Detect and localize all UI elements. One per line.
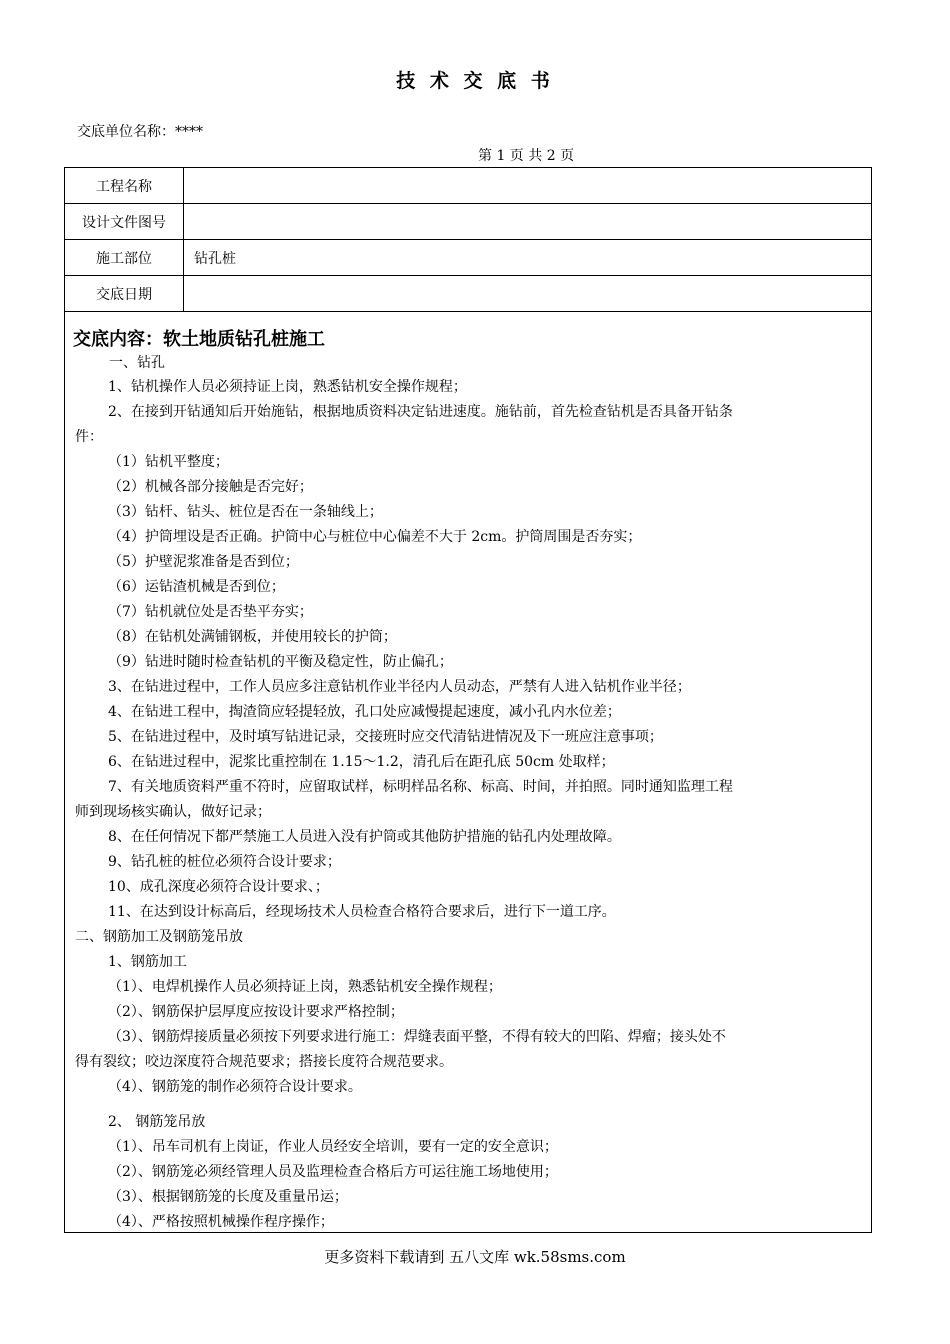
content-line: （5）护壁泥浆准备是否到位； (108, 554, 299, 570)
page-info: 第 1 页 共 2 页 (478, 148, 575, 164)
content-line: （2）、钢筋笼必须经管理人员及监理检查合格后方可运往施工场地使用； (108, 1164, 558, 1180)
content-line: （4）、钢筋笼的制作必须符合设计要求。 (108, 1079, 362, 1095)
date-label: 交底日期 (65, 276, 184, 312)
content-line: 6、在钻进过程中，泥浆比重控制在 1.15～1.2，清孔后在距孔底 50cm 处取样； (108, 754, 615, 770)
table-row (65, 276, 872, 312)
content-line: 7、有关地质资料严重不符时，应留取试样，标明样品名称、标高、时间，并拍照。同时通知监理工程 (108, 779, 733, 795)
content-box (64, 310, 872, 1233)
content-line: （3）、根据钢筋笼的长度及重量吊运； (108, 1189, 348, 1205)
table-row (65, 168, 872, 204)
document-title: 技 术 交 底 书 (396, 70, 554, 92)
content-line: 1、钢筋加工 (108, 954, 187, 970)
content-line: （9）钻进时随时检查钻机的平衡及稳定性，防止偏孔； (108, 654, 453, 670)
design-drawing-value (184, 204, 872, 240)
content-line: 11、在达到设计标高后，经现场技术人员检查合格符合要求后，进行下一道工序。 (108, 904, 616, 920)
content-line: 4、在钻进工程中，掏渣筒应轻提轻放，孔口处应减慢提起速度，减小孔内水位差； (108, 704, 621, 720)
content-line: 师到现场核实确认，做好记录； (75, 804, 271, 820)
footer-text: 更多资料下载请到 五八文库 wk.58sms.com (324, 1248, 626, 1266)
unit-name-line: 交底单位名称：**** (77, 124, 203, 140)
content-line: 5、在钻进过程中，及时填写钻进记录，交接班时应交代清钻进情况及下一班应注意事项； (108, 729, 663, 745)
construction-part-value: 钻孔桩 (184, 240, 872, 276)
info-table (64, 167, 872, 312)
project-name-label: 工程名称 (65, 168, 184, 204)
content-line: （4）、严格按照机械操作程序操作； (108, 1214, 334, 1230)
content-line: 8、在任何情况下都严禁施工人员进入没有护筒或其他防护措施的钻孔内处理故障。 (108, 829, 621, 845)
construction-part-label: 施工部位 (65, 240, 184, 276)
table-row (65, 240, 872, 276)
content-line: （1）、电焊机操作人员必须持证上岗，熟悉钻机安全操作规程； (108, 979, 502, 995)
content-line: 10、成孔深度必须符合设计要求、； (108, 879, 329, 895)
content-line: 2、在接到开钻通知后开始施钻，根据地质资料决定钻进速度。施钻前，首先检查钻机是否具备开钻条 (108, 404, 733, 420)
content-line: 1、钻机操作人员必须持证上岗，熟悉钻机安全操作规程； (108, 379, 467, 395)
content-line: （2）机械各部分接触是否完好； (108, 479, 313, 495)
content-line: （3）、钢筋焊接质量必须按下列要求进行施工：焊缝表面平整，不得有较大的凹陷、焊瘤；接头处不 (108, 1029, 726, 1045)
design-drawing-label: 设计文件图号 (65, 204, 184, 240)
content-line: （6）运钻渣机械是否到位； (108, 579, 285, 595)
content-line: （3）钻杆、钻头、桩位是否在一条轴线上； (108, 504, 383, 520)
project-name-value (184, 168, 872, 204)
content-line: 得有裂纹；咬边深度符合规范要求；搭接长度符合规范要求。 (75, 1054, 453, 1070)
date-value (184, 276, 872, 312)
content-line: （4）护筒埋设是否正确。护筒中心与桩位中心偏差不大于 2cm。护筒周围是否夯实； (108, 529, 642, 545)
content-line: （7）钻机就位处是否垫平夯实； (108, 604, 313, 620)
content-line: （1）钻机平整度； (108, 454, 229, 470)
content-line: 一、钻孔 (109, 355, 165, 371)
content-line: 3、在钻进过程中，工作人员应多注意钻机作业半径内人员动态，严禁有人进入钻机作业半径； (108, 679, 691, 695)
content-heading: 交底内容：软土地质钻孔桩施工 (73, 329, 325, 350)
content-line: （1）、吊车司机有上岗证，作业人员经安全培训，要有一定的安全意识； (108, 1139, 558, 1155)
table-row (65, 204, 872, 240)
content-line: 件： (75, 429, 103, 445)
content-line: 二、钢筋加工及钢筋笼吊放 (75, 929, 243, 945)
content-line: 2、 钢筋笼吊放 (108, 1114, 206, 1130)
content-line: （2）、钢筋保护层厚度应按设计要求严格控制； (108, 1004, 404, 1020)
content-line: （8）在钻机处满铺钢板，并使用较长的护筒； (108, 629, 397, 645)
content-line: 9、钻孔桩的桩位必须符合设计要求； (108, 854, 341, 870)
